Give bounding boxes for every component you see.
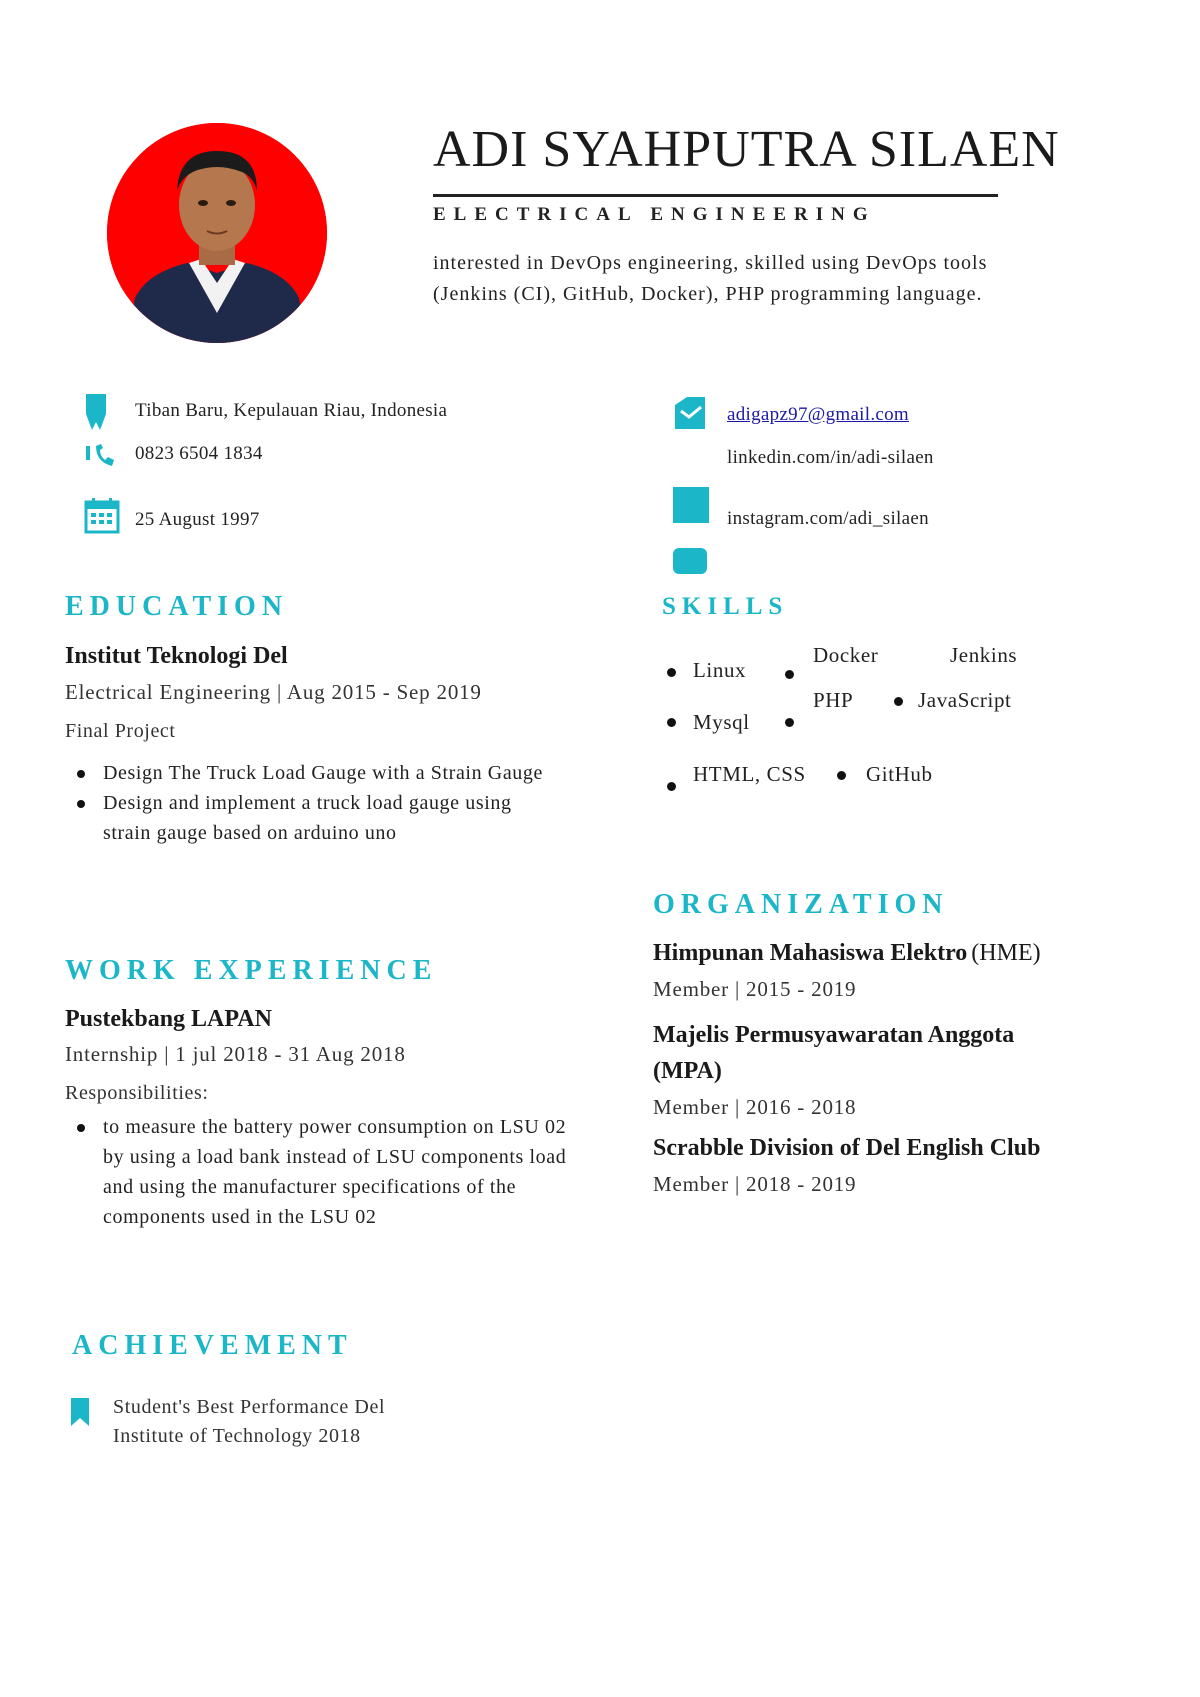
skill-docker: Docker xyxy=(813,643,879,667)
bullet-icon xyxy=(77,770,85,778)
profile-photo xyxy=(107,123,327,343)
work-detail: Internship | 1 jul 2018 - 31 Aug 2018 xyxy=(65,1042,406,1066)
bullet-icon xyxy=(837,771,846,780)
phone-text: 0823 6504 1834 xyxy=(135,443,263,464)
org-name: Majelis Permusyawaratan Anggota xyxy=(653,1022,1015,1048)
organization-heading: ORGANIZATION xyxy=(653,889,949,920)
work-bullets xyxy=(65,1112,585,1232)
calendar-icon xyxy=(84,498,120,539)
bullet-icon xyxy=(894,697,903,706)
bullet-icon xyxy=(77,1124,85,1132)
achievement-heading: ACHIEVEMENT xyxy=(72,1330,353,1361)
instagram-link[interactable]: instagram.com/adi_silaen xyxy=(727,508,929,529)
job-title: ELECTRICAL ENGINEERING xyxy=(433,204,876,225)
skill-php: PHP xyxy=(813,688,854,712)
skill-github: GitHub xyxy=(866,762,933,786)
bullet-icon xyxy=(785,670,794,679)
header-divider xyxy=(433,194,998,197)
skill-mysql: Mysql xyxy=(693,710,750,734)
org-role: Member | 2016 - 2018 xyxy=(653,1095,857,1119)
phone-icon xyxy=(84,442,116,475)
org-abbr: (HME) xyxy=(971,940,1041,966)
org-abbr: (MPA) xyxy=(653,1058,722,1084)
org-item xyxy=(653,940,1041,967)
achievement-text: Student's Best Performance Del Institute of Technology 2018 xyxy=(113,1396,386,1447)
email-link[interactable]: adigapz97@gmail.com xyxy=(727,404,910,425)
skill-linux: Linux xyxy=(693,658,747,682)
skill-javascript: JavaScript xyxy=(918,688,1012,712)
full-name: ADI SYAHPUTRA SILAEN xyxy=(433,121,1060,178)
bullet-icon xyxy=(667,668,676,677)
email-icon xyxy=(673,395,707,436)
bookmark-icon xyxy=(71,1398,89,1431)
work-heading: WORK EXPERIENCE xyxy=(65,955,438,986)
bullet-icon xyxy=(667,782,676,791)
bullet-icon xyxy=(667,718,676,727)
org-role: Member | 2018 - 2019 xyxy=(653,1172,857,1196)
person-portrait-icon xyxy=(107,123,327,343)
skills-heading: SKILLS xyxy=(662,593,789,620)
skill-html-css: HTML, CSS xyxy=(693,762,806,786)
bullet-icon xyxy=(77,800,85,808)
org-name: Scrabble Division of Del English Club xyxy=(653,1135,1041,1161)
final-project-label: Final Project xyxy=(65,720,176,742)
instagram-icon xyxy=(673,487,709,523)
bullet-icon xyxy=(785,718,794,727)
location-text: Tiban Baru, Kepulauan Riau, Indonesia xyxy=(135,400,448,421)
org-role: Member | 2015 - 2019 xyxy=(653,977,857,1001)
education-heading: EDUCATION xyxy=(65,591,289,622)
education-bullets xyxy=(65,758,565,848)
birthdate-text: 25 August 1997 xyxy=(135,509,260,530)
responsibilities-label: Responsibilities: xyxy=(65,1082,209,1104)
linkedin-link[interactable]: linkedin.com/in/adi-silaen xyxy=(727,447,934,468)
org-name: Himpunan Mahasiswa Elektro xyxy=(653,940,968,966)
education-detail: Electrical Engineering | Aug 2015 - Sep 2019 xyxy=(65,680,482,704)
list-item: Design The Truck Load Gauge with a Strain Gauge xyxy=(65,758,565,788)
skill-jenkins: Jenkins xyxy=(950,643,1018,667)
profile-summary: interested in DevOps engineering, skilled using DevOps tools (Jenkins (CI), GitHub, Docker), PHP programming language. xyxy=(433,252,988,305)
list-item: to measure the battery power consumption on LSU 02 by using a load bank instead of LSU components load and using the manufacturer specifications of the components used in the LSU 02 xyxy=(65,1112,585,1232)
location-icon xyxy=(84,392,108,437)
school-name: Institut Teknologi Del xyxy=(65,643,288,669)
company-name: Pustekbang LAPAN xyxy=(65,1006,272,1032)
linkedin-icon xyxy=(673,548,707,574)
list-item: Design and implement a truck load gauge using strain gauge based on arduino uno xyxy=(65,788,565,848)
